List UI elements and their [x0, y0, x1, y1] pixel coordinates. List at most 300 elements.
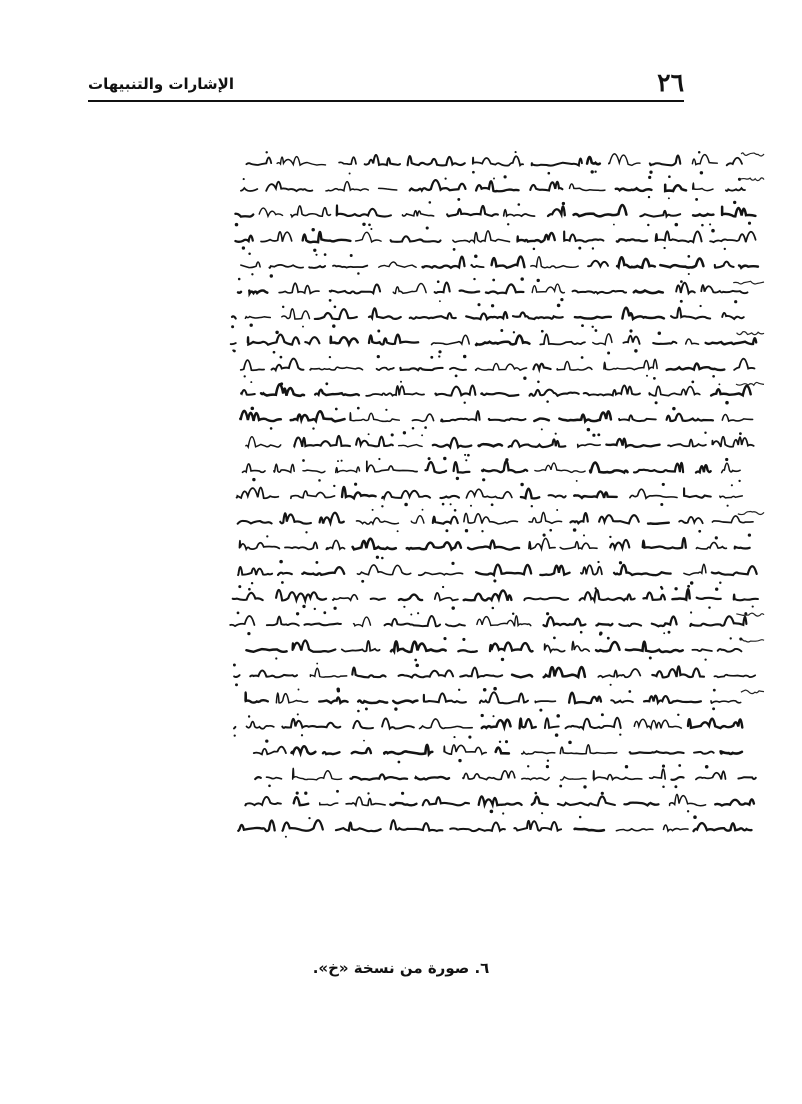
handwritten-word [310, 367, 363, 370]
diacritic-dot [270, 427, 273, 430]
page-header [88, 68, 684, 102]
diacritic-dot [450, 503, 452, 505]
diacritic-dot [443, 457, 446, 460]
diacritic-dot [238, 278, 241, 281]
diacritic-dot [704, 432, 706, 434]
handwritten-word [444, 745, 486, 754]
handwritten-word [391, 820, 443, 831]
handwritten-word [309, 266, 325, 268]
handwritten-word [408, 156, 465, 165]
diacritic-dot [677, 714, 679, 716]
handwritten-word [489, 419, 526, 421]
handwritten-word [630, 489, 677, 498]
figure-caption: ٦. صورة من نسخة «خ». [312, 959, 490, 977]
diacritic-dot [438, 350, 441, 353]
handwritten-word [320, 803, 338, 805]
handwritten-word [671, 308, 710, 319]
diacritic-dot [573, 528, 577, 532]
handwritten-word [711, 386, 751, 396]
diacritic-dot [337, 689, 340, 692]
handwritten-word [575, 317, 611, 319]
diacritic-dot [467, 454, 470, 457]
diacritic-dot [649, 171, 652, 174]
diacritic-dot [354, 483, 357, 486]
diacritic-dot [493, 178, 495, 180]
handwritten-word [342, 641, 380, 652]
handwritten-word [259, 208, 282, 216]
handwritten-word [238, 567, 272, 575]
handwritten-word [738, 777, 755, 779]
handwritten-word [486, 284, 524, 293]
diacritic-dot [690, 611, 692, 613]
diacritic-dot [341, 460, 343, 462]
handwritten-word [518, 233, 555, 242]
handwritten-word [353, 539, 396, 550]
diacritic-dot [619, 733, 621, 735]
handwritten-word [616, 188, 652, 191]
manuscript-line [238, 815, 751, 837]
manuscript-line [245, 790, 754, 815]
handwritten-word [572, 641, 589, 651]
handwritten-word [715, 799, 754, 805]
diacritic-dot [699, 305, 701, 307]
handwritten-word [410, 180, 466, 190]
handwritten-word [596, 642, 620, 651]
handwritten-word [653, 342, 676, 344]
diacritic-dot [668, 175, 671, 178]
handwritten-word [366, 386, 424, 396]
diacritic-dot [381, 557, 384, 560]
diacritic-dot [662, 785, 665, 788]
handwritten-word [545, 718, 559, 728]
manuscript-line [246, 637, 742, 662]
handwritten-word [712, 566, 757, 575]
diacritic-dot [499, 741, 501, 743]
handwritten-word [720, 496, 743, 498]
handwritten-word [558, 796, 615, 805]
diacritic-dot [296, 612, 299, 615]
handwritten-word [479, 796, 522, 805]
diacritic-dot [302, 459, 305, 462]
diacritic-dot [500, 329, 503, 332]
diacritic-dot [549, 529, 552, 532]
handwritten-word [400, 368, 442, 370]
handwritten-word [420, 719, 473, 729]
marginal-note [741, 690, 764, 693]
handwritten-word [593, 334, 612, 345]
handwritten-word [410, 313, 456, 319]
diacritic-dot [581, 356, 584, 359]
manuscript-line [234, 713, 743, 738]
handwritten-word [354, 617, 371, 626]
handwritten-word [509, 439, 566, 447]
diacritic-dot [653, 377, 656, 380]
handwritten-word [435, 385, 475, 395]
diacritic-dot [378, 458, 380, 460]
handwritten-word [435, 593, 458, 600]
diacritic-dot [556, 714, 560, 718]
manuscript-line [255, 764, 756, 788]
diacritic-dot [474, 254, 478, 258]
diacritic-dot [609, 536, 611, 538]
handwritten-word [261, 384, 304, 396]
handwritten-word [649, 386, 700, 395]
diacritic-dot [454, 509, 457, 512]
handwritten-word [684, 564, 706, 575]
diacritic-dot [362, 223, 365, 226]
diacritic-dot [678, 764, 681, 767]
diacritic-dot [231, 325, 234, 328]
diacritic-dot [546, 765, 549, 768]
handwritten-word [706, 338, 757, 344]
handwritten-word [433, 517, 458, 524]
handwritten-word [599, 515, 639, 523]
diacritic-dot [725, 401, 729, 405]
handwritten-word [617, 239, 647, 241]
handwritten-word [686, 339, 699, 344]
diacritic-dot [481, 530, 483, 532]
diacritic-dot [513, 331, 515, 333]
diacritic-dot [491, 304, 494, 307]
marginal-note [742, 639, 764, 642]
diacritic-dot [437, 280, 440, 283]
manuscript-line [241, 252, 758, 277]
diacritic-dot [492, 607, 495, 610]
handwritten-word [692, 155, 717, 165]
handwritten-word [230, 616, 254, 626]
handwritten-word [450, 822, 505, 831]
diacritic-dot [660, 586, 663, 589]
manuscript-line [238, 509, 753, 534]
handwritten-word [407, 542, 461, 549]
handwritten-word [521, 489, 539, 499]
diacritic-dot [302, 326, 304, 328]
diacritic-dot [539, 709, 542, 712]
diacritic-dot [412, 427, 415, 430]
handwritten-word [320, 513, 344, 524]
handwritten-word [272, 359, 304, 370]
handwritten-word [241, 360, 264, 370]
handwritten-word [336, 467, 360, 473]
handwritten-word [365, 155, 400, 165]
handwritten-word [580, 590, 635, 600]
manuscript-line [233, 663, 755, 687]
handwritten-word [734, 595, 758, 601]
diacritic-dot [430, 356, 433, 359]
diacritic-dot [546, 612, 549, 615]
diacritic-dot [268, 785, 271, 788]
diacritic-dot [282, 306, 284, 308]
diacritic-dot [698, 151, 701, 154]
handwritten-word [477, 616, 531, 626]
handwritten-word [450, 368, 466, 370]
handwritten-word [382, 491, 430, 498]
manuscript-line [240, 407, 752, 432]
diacritic-dot [649, 657, 652, 660]
diacritic-dot [523, 377, 526, 380]
diacritic-dot [704, 658, 706, 660]
diacritic-dot [733, 201, 736, 204]
diacritic-dot [251, 407, 255, 411]
diacritic-dot [273, 351, 276, 354]
handwritten-word [419, 573, 463, 576]
handwritten-word [524, 598, 568, 600]
diacritic-dot [527, 765, 529, 767]
diacritic-dot [492, 279, 495, 282]
handwritten-word [245, 317, 270, 319]
handwritten-word [466, 489, 512, 498]
diacritic-dot [297, 713, 299, 715]
handwritten-word [235, 214, 253, 217]
handwritten-word [476, 363, 527, 370]
header-rule [88, 100, 684, 102]
diacritic-dot [724, 248, 726, 250]
handwritten-word [606, 439, 659, 447]
diacritic-dot [458, 759, 461, 762]
handwritten-word [255, 777, 261, 779]
handwritten-word [722, 313, 744, 319]
diacritic-dot [381, 505, 383, 507]
handwritten-word [701, 285, 747, 293]
handwritten-word [412, 414, 433, 421]
diacritic-dot [234, 734, 236, 736]
diacritic-dot [424, 426, 427, 429]
handwritten-word [648, 523, 669, 524]
diacritic-dot [417, 612, 419, 614]
handwritten-word [504, 210, 535, 217]
marginal-note [733, 281, 764, 284]
diacritic-dot [311, 228, 314, 231]
handwritten-word [399, 445, 423, 447]
diacritic-dot [693, 815, 697, 819]
handwritten-word [278, 573, 292, 575]
diacritic-dot [568, 741, 572, 745]
manuscript-line [238, 560, 757, 585]
handwritten-word [696, 465, 711, 472]
handwritten-word [617, 257, 655, 267]
diacritic-dot [334, 306, 337, 309]
manuscript-line [246, 687, 741, 712]
diacritic-dot [304, 792, 307, 795]
diacritic-dot [680, 280, 683, 283]
handwritten-word [233, 593, 263, 600]
handwritten-word [476, 565, 531, 575]
handwritten-word [532, 284, 564, 293]
handwritten-word [276, 693, 307, 703]
diacritic-dot [591, 326, 593, 328]
handwritten-word [530, 390, 579, 396]
handwritten-word [529, 538, 555, 549]
diacritic-dot [243, 178, 245, 180]
handwritten-word [652, 617, 677, 627]
handwritten-word [532, 159, 582, 166]
diacritic-dot [491, 503, 494, 506]
diacritic-dot [302, 605, 305, 608]
handwritten-word [352, 748, 371, 753]
diacritic-dot [365, 707, 368, 710]
handwritten-word [593, 771, 641, 780]
handwritten-word [668, 439, 706, 446]
handwritten-word [458, 650, 477, 652]
diacritic-dot [646, 375, 648, 377]
diacritic-dot [601, 713, 604, 716]
handwritten-word [549, 495, 566, 497]
handwritten-word [346, 797, 385, 805]
diacritic-dot [533, 248, 536, 251]
diacritic-dot [308, 817, 310, 819]
handwritten-word [532, 797, 548, 805]
handwritten-word [530, 182, 562, 191]
diacritic-dot [301, 734, 303, 736]
diacritic-dot [468, 736, 471, 739]
diacritic-dot [377, 355, 380, 358]
handwritten-word [688, 719, 742, 728]
diacritic-dot [443, 637, 446, 640]
handwritten-word [330, 284, 380, 293]
manuscript-line [238, 277, 748, 303]
manuscript-line [235, 226, 755, 252]
handwritten-word [534, 419, 549, 421]
handwritten-word [711, 701, 741, 704]
handwritten-word [333, 595, 358, 601]
handwritten-word [652, 666, 704, 677]
handwritten-word [274, 464, 294, 472]
diacritic-dot [492, 715, 494, 717]
diacritic-dot [357, 710, 360, 713]
diacritic-dot [250, 324, 253, 327]
diacritic-dot [451, 606, 454, 609]
diacritic-dot [730, 637, 732, 639]
handwritten-word [490, 643, 533, 652]
handwritten-word [643, 538, 686, 549]
handwritten-word [522, 778, 549, 780]
diacritic-dot [601, 792, 604, 795]
manuscript-line [240, 533, 752, 559]
diacritic-dot [367, 792, 369, 794]
diacritic-dot [748, 533, 751, 536]
diacritic-dot [233, 664, 236, 667]
handwritten-word [282, 309, 310, 319]
handwritten-word [315, 309, 357, 319]
handwritten-word [453, 231, 510, 242]
handwritten-word [634, 719, 681, 728]
diacritic-dot [619, 561, 622, 564]
handwritten-word [734, 359, 754, 370]
diacritic-dot [718, 383, 720, 385]
diacritic-dot [708, 606, 710, 608]
handwritten-word [670, 794, 706, 805]
handwritten-word [671, 777, 683, 780]
diacritic-dot [421, 434, 423, 436]
handwritten-word [238, 820, 274, 831]
diacritic-dot [520, 277, 523, 280]
handwritten-word [735, 547, 750, 549]
diacritic-dot [298, 689, 300, 691]
diacritic-dot [323, 611, 326, 614]
handwritten-word [357, 518, 399, 524]
handwritten-word [326, 540, 344, 549]
diacritic-dot [350, 254, 353, 257]
diacritic-dot [660, 503, 663, 506]
diacritic-dot [709, 223, 711, 225]
handwritten-word [423, 797, 469, 805]
handwritten-word [246, 437, 281, 447]
diacritic-dot [715, 588, 718, 591]
diacritic-dot [270, 274, 273, 277]
diacritic-dot [266, 535, 268, 537]
handwritten-word [379, 188, 397, 190]
handwritten-word [441, 411, 480, 421]
handwritten-word [246, 692, 268, 702]
handwritten-word [479, 444, 502, 446]
handwritten-word [564, 231, 603, 241]
diacritic-dot [465, 459, 467, 461]
handwritten-word [282, 719, 340, 728]
handwritten-word [535, 463, 585, 472]
diacritic-dot [583, 785, 586, 788]
handwritten-word [574, 205, 627, 216]
diacritic-dot [391, 433, 394, 436]
handwritten-word [692, 649, 712, 651]
handwritten-word [326, 182, 368, 191]
diacritic-dot [555, 433, 557, 435]
handwritten-word [424, 693, 466, 702]
handwritten-word [342, 487, 376, 498]
diacritic-dot [541, 428, 543, 430]
handwritten-word [630, 751, 684, 753]
diacritic-dot [363, 740, 365, 742]
diacritic-dot [453, 736, 455, 738]
handwritten-word [529, 512, 562, 523]
diacritic-dot [687, 255, 690, 258]
diacritic-dot [560, 298, 563, 301]
diacritic-dot [610, 684, 612, 686]
handwritten-word [460, 290, 480, 292]
diacritic-dot [242, 247, 244, 249]
handwritten-word [356, 437, 393, 447]
handwritten-word [468, 540, 519, 549]
handwritten-word [249, 291, 267, 294]
handwritten-word [513, 313, 563, 320]
handwritten-word [623, 336, 639, 344]
diacritic-dot [329, 356, 331, 358]
diacritic-dot [464, 402, 466, 404]
handwritten-word [305, 337, 319, 344]
handwritten-word [339, 157, 356, 164]
handwritten-word [540, 334, 585, 344]
diacritic-dot [648, 176, 651, 179]
handwritten-word [697, 598, 721, 599]
handwritten-word [482, 720, 511, 728]
diacritic-dot [404, 503, 408, 507]
handwritten-word [238, 292, 241, 293]
diacritic-dot [235, 683, 238, 686]
marginal-note [737, 332, 764, 335]
handwritten-word [426, 462, 447, 473]
manuscript-line [231, 303, 744, 328]
handwritten-word [403, 211, 434, 217]
diacritic-dot [607, 352, 610, 355]
diacritic-dot [414, 659, 417, 662]
diacritic-dot [325, 382, 328, 385]
diacritic-dot [712, 375, 715, 378]
marginal-note [736, 382, 764, 385]
diacritic-dot [705, 765, 709, 769]
handwritten-word [432, 335, 470, 344]
handwritten-word [310, 668, 346, 677]
handwritten-word [269, 265, 303, 268]
handwritten-word [634, 291, 663, 294]
